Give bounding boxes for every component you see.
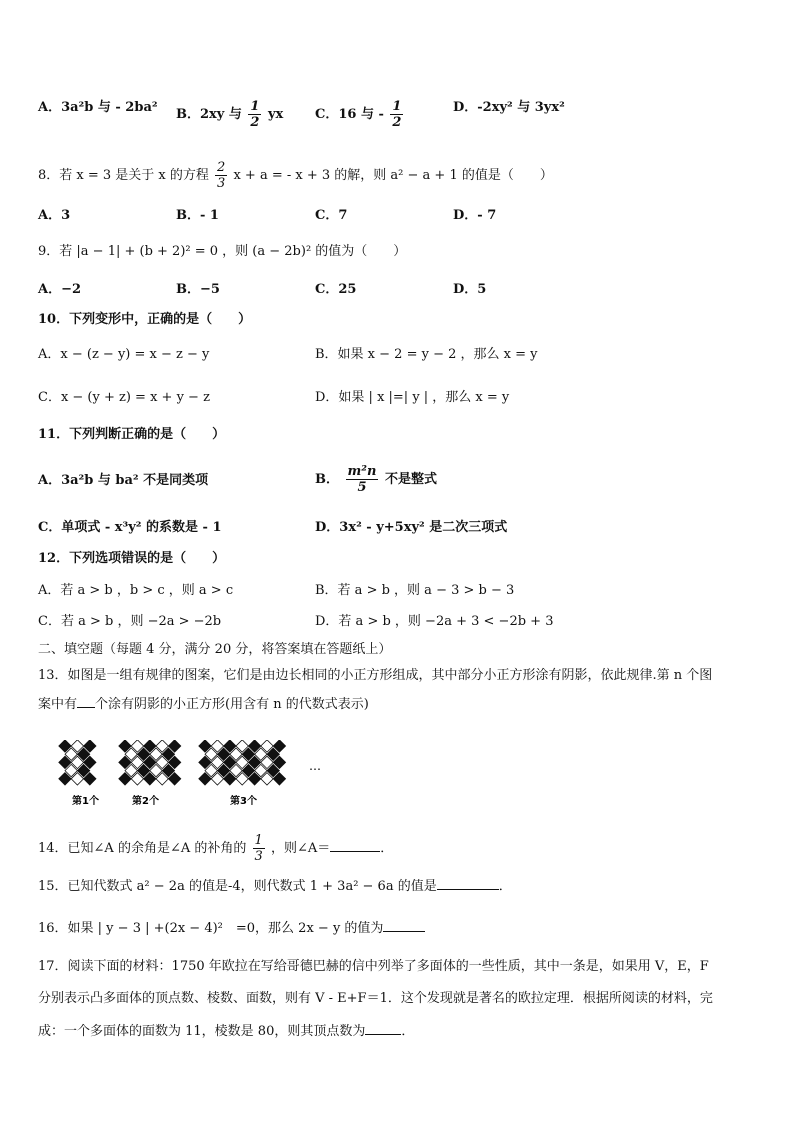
q12-option-b: B．若 a > b ，则 a − 3 > b − 3 — [315, 583, 515, 598]
q12-option-a: A．若 a > b ，b > c ，则 a > c — [38, 583, 234, 598]
pattern-2-label: 第2个 — [132, 796, 159, 807]
q15-stem: 15．已知代数式 a² − 2a 的值是-4，则代数式 1 + 3a² − 6a 的值是 ． — [38, 879, 512, 894]
fraction-denominator: 2 — [392, 115, 402, 130]
q8-stem-suffix: x + a = - x + 3 的解，则 a² − a + 1 的值是（ ） — [233, 168, 553, 183]
answer-blank — [330, 851, 380, 852]
q15-prefix: 15．已知代数式 a² − 2a 的值是-4，则代数式 1 + 3a² − 6a 的值是 — [38, 879, 437, 894]
q7-option-b — [176, 99, 283, 130]
pattern-ellipsis: … — [309, 759, 321, 773]
q17-line2: 分别表示凸多面体的顶点数、棱数、面数，则有 V - E+F＝1．这个发现就是著名的欧拉定理．根据所阅读的材料，完 — [38, 991, 713, 1006]
fraction-numerator: 1 — [250, 99, 260, 114]
q11-option-b-fraction — [346, 464, 379, 495]
answer-blank — [365, 1034, 401, 1035]
q8-fraction — [215, 160, 227, 191]
q7-option-b-prefix: B．2xy 与 — [176, 107, 242, 122]
q12-stem: 12．下列选项错误的是（ ） — [38, 551, 226, 566]
q7-option-c-fraction — [390, 99, 403, 130]
q8-option-a: A．3 — [38, 208, 71, 223]
q8-stem-prefix: 8．若 x = 3 是关于 x 的方程 — [38, 168, 209, 183]
q11-option-a: A．3a²b 与 ba² 不是同类项 — [38, 473, 209, 488]
q14-suffix: ，则∠A＝ — [270, 841, 331, 856]
pattern-3 — [199, 740, 286, 785]
q7-option-c — [315, 99, 405, 130]
q10-option-c: C．x − (y + z) = x + y − z — [38, 390, 210, 405]
q7-option-c-prefix: C．16 与 - — [315, 107, 384, 122]
q8-option-b: B．- 1 — [176, 208, 219, 223]
fraction-denominator: 5 — [357, 480, 367, 495]
q16-stem — [38, 920, 764, 938]
pattern-1 — [59, 740, 96, 785]
q9-option-d: D．5 — [453, 282, 487, 297]
q8-option-c: C．7 — [315, 208, 348, 223]
q10-option-a: A．x − (z − y) = x − z − y — [38, 347, 210, 362]
fraction-denominator: 2 — [250, 115, 260, 130]
q14-stem: 14．已知∠A 的余角是∠A 的补角的 $\frac{1}{3}$ ，则∠A＝ ． — [38, 833, 394, 864]
q13-line1: 13．如图是一组有规律的图案，它们是由边长相同的小正方形组成，其中部分小正方形涂有阴影，依此规律.第 n 个图 — [38, 668, 713, 683]
q11-option-b — [315, 464, 437, 495]
fraction-numerator: 1 — [392, 99, 402, 114]
q11-option-b-suffix: 不是整式 — [384, 472, 437, 487]
q8-stem — [38, 160, 764, 191]
q11-option-c: C．单项式 - x³y² 的系数是 - 1 — [38, 520, 222, 535]
q16-prefix: 16．如果 | y − 3 | +(2x − 4)² =0，那么 2x − y 的值为 — [38, 921, 384, 936]
q12-option-c: C．若 a > b ，则 −2a > −2b — [38, 614, 222, 629]
q10-stem: 10．下列变形中，正确的是（ ） — [38, 312, 252, 327]
q13-line2-a: 案中有 — [38, 697, 78, 712]
q7-option-a: A．3a²b 与 - 2ba² — [38, 100, 158, 115]
q9-option-a: A．−2 — [38, 282, 82, 297]
q17-line3-text: 成：一个多面体的面数为 11，棱数是 80，则其顶点数为 — [38, 1024, 366, 1039]
q13-line2-b: 个涂有阴影的小正方形(用含有 n 的代数式表示) — [95, 697, 369, 712]
q8-option-d: D．- 7 — [453, 208, 497, 223]
answer-blank — [437, 889, 499, 890]
q10-option-d: D．如果 | x |=| y | ，那么 x = y — [315, 390, 510, 405]
q9-option-c: C．25 — [315, 282, 357, 297]
q7-option-d: D．-2xy² 与 3yx² — [453, 100, 565, 115]
fraction-denominator: 3 — [217, 176, 226, 191]
fraction-numerator: 1 — [254, 833, 263, 848]
q10-option-b: B．如果 x − 2 = y − 2 ，那么 x = y — [315, 347, 538, 362]
q11-option-b-prefix: B． — [315, 472, 339, 487]
q14-fraction — [253, 833, 265, 864]
q13-line2 — [38, 696, 764, 714]
fraction-numerator: 2 — [217, 160, 226, 175]
fraction-numerator: m²n — [347, 464, 377, 479]
q17-line3: 成：一个多面体的面数为 11，棱数是 80，则其顶点数为 ． — [38, 1024, 415, 1039]
q9-option-b: B．−5 — [176, 282, 220, 297]
section-heading: 二、填空题（每题 4 分，满分 20 分，将答案填在答题纸上） — [38, 642, 392, 657]
q7-option-b-suffix: yx — [267, 107, 284, 122]
fraction-denominator: 3 — [254, 849, 263, 864]
q11-stem: 11．下列判断正确的是（ ） — [38, 427, 226, 442]
q9-stem: 9．若 |a − 1| + (b + 2)² = 0 ，则 (a − 2b)² 的值为（ ） — [38, 244, 407, 259]
pattern-3-label: 第3个 — [230, 796, 257, 807]
pattern-1-label: 第1个 — [72, 796, 99, 807]
answer-blank — [77, 707, 95, 708]
q7-option-b-fraction — [248, 99, 261, 130]
answer-blank — [383, 931, 425, 932]
q17-line1: 17．阅读下面的材料：1750 年欧拉在写给哥德巴赫的信中列举了多面体的一些性质，其中一条是，如果用 V，E，F — [38, 959, 709, 974]
q14-prefix: 14．已知∠A 的余角是∠A 的补角的 — [38, 841, 247, 856]
q11-option-d: D．3x² - y+5xy² 是二次三项式 — [315, 520, 508, 535]
pattern-2 — [119, 740, 181, 785]
pattern-figure — [55, 740, 345, 810]
q12-option-d: D．若 a > b ，则 −2a + 3 < −2b + 3 — [315, 614, 554, 629]
